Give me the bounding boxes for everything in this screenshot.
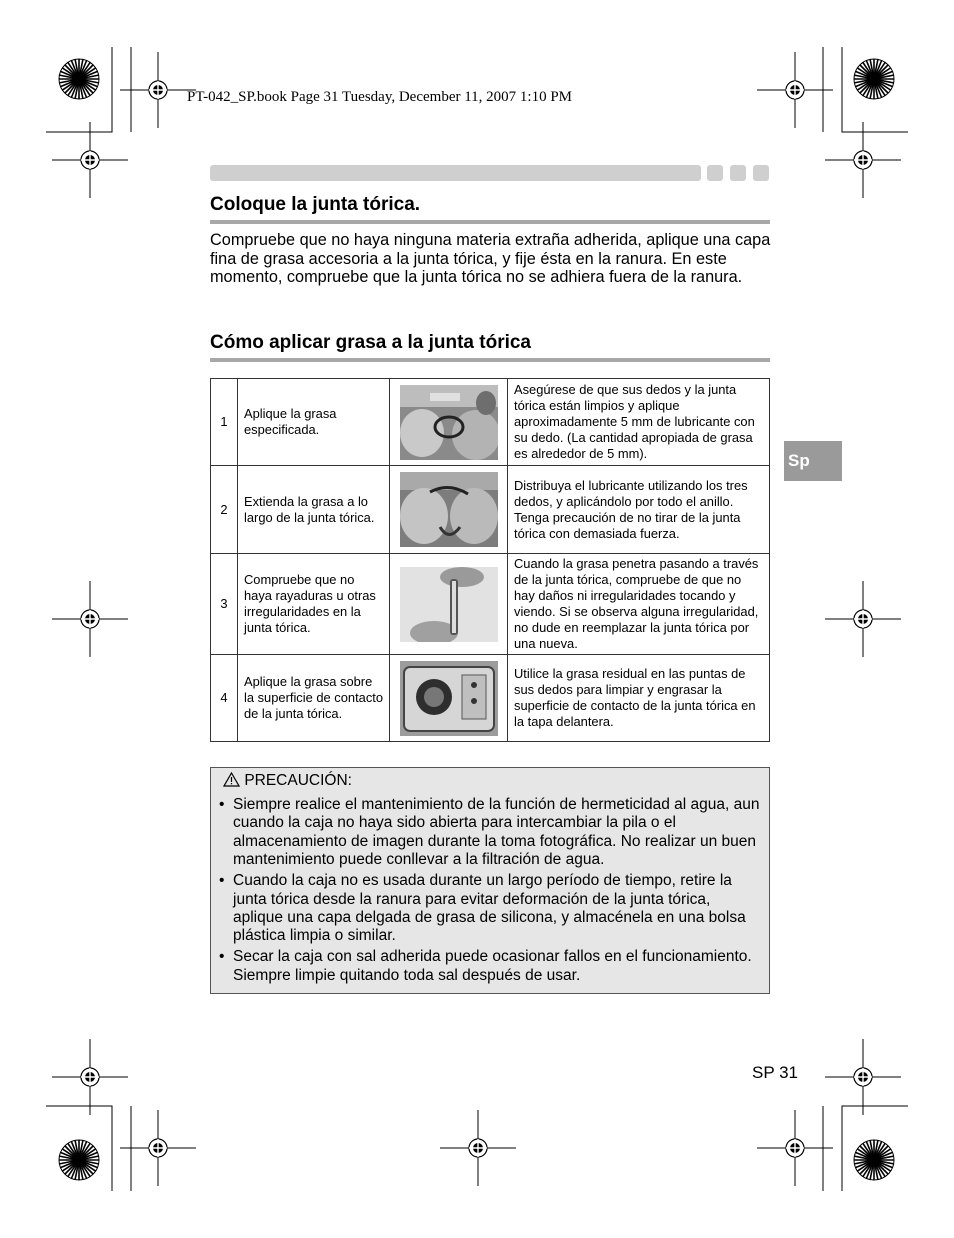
step-photo-cell [390, 554, 508, 655]
hands-holding-o-ring-photo [400, 385, 498, 460]
caution-item-text: Siempre realice el mantenimiento de la función de hermeticidad al agua, aun cuando la caja no haya sido abierta para intercambiar la pila o el almacenamiento de imagen durante la toma fotográfica. No realizar un buen mantenimiento puede conllevar a la filtración de agua. [233, 796, 760, 869]
step-label: Compruebe que no haya rayaduras u otras irregularidades en la junta tórica. [238, 554, 390, 655]
caution-item-text: Cuando la caja no es usada durante un largo período de tiempo, retire la junta tórica desde la ranura para evitar deformación de la junta tórica, aplique una capa delgada de grasa de silicona, y almacénela en una bolsa plástica limpia o similar. [233, 872, 746, 945]
caution-item-text: Secar la caja con sal adherida puede ocasionar fallos en el funcionamiento. Siempre limpie quitando toda sal después de usar. [233, 948, 752, 984]
language-side-tab: Sp [784, 441, 842, 481]
step-description: Cuando la grasa penetra pasando a través de la junta tórica, compruebe de que no hay daños ni irregularidades tocando y viendo. Si se observa alguna irregularidad, no dude en reemplazar la junta tórica por una nueva. [508, 554, 770, 655]
step-label: Extienda la grasa a lo largo de la junta tórica. [238, 466, 390, 554]
caution-box [210, 767, 770, 994]
underwater-case-front-cover-photo [400, 661, 498, 736]
table-row [211, 466, 770, 554]
step-number: 4 [211, 655, 238, 742]
section-title-coloque: Coloque la junta tórica. [210, 194, 421, 215]
top-decorative-bar [210, 165, 701, 181]
step-description: Distribuya el lubricante utilizando los tres dedos, y aplicándolo por todo el anillo. Tenga precaución de no tirar de la junta tórica con demasiada fuerza. [508, 466, 770, 554]
decorative-square [753, 165, 769, 181]
page-number: SP 31 [752, 1063, 799, 1082]
step-photo-cell [390, 466, 508, 554]
warning-triangle-icon [223, 772, 240, 787]
step-label: Aplique la grasa sobre la superficie de contacto de la junta tórica. [238, 655, 390, 742]
table-row [211, 379, 770, 466]
book-info-header: PT-042_SP.book Page 31 Tuesday, December 11, 2007 1:10 PM [187, 89, 573, 105]
caution-title: PRECAUCIÓN: [244, 772, 352, 789]
step-description: Asegúrese de que sus dedos y la junta tórica están limpios y aplique aproximadamente 5 mm de lubricante con su dedo. (La cantidad apropiada de grasa es alrededor de 5 mm). [508, 379, 770, 466]
decorative-square [730, 165, 746, 181]
step-photo-cell [390, 379, 508, 466]
section-body: Compruebe que no haya ninguna materia extraña adherida, aplique una capa fina de grasa accesoria a la junta tórica, y fije ésta en la ranura. En este momento, compruebe que la junta tórica no se adhiera fuera de la ranura. [210, 231, 771, 287]
grease-steps-table [210, 378, 770, 742]
step-number: 3 [211, 554, 238, 655]
table-row [211, 554, 770, 655]
caution-heading [223, 772, 352, 790]
step-label: Aplique la grasa especificada. [238, 379, 390, 466]
caution-list [219, 796, 764, 988]
list-item: • Siempre realice el mantenimiento de la función de hermeticidad al agua, aun cuando la caja no haya sido abierta para intercambiar la pila o el almacenamiento de imagen durante la toma fotográfica. No realizar un buen mantenimiento puede conllevar a la filtración de agua. [219, 796, 760, 869]
fingers-checking-o-ring-photo [400, 567, 498, 642]
section-rule [210, 220, 770, 224]
list-item: • Secar la caja con sal adherida puede ocasionar fallos en el funcionamiento. Siempre limpie quitando toda sal después de usar. [219, 948, 752, 984]
step-number: 2 [211, 466, 238, 554]
list-item: • Cuando la caja no es usada durante un largo período de tiempo, retire la junta tórica desde la ranura para evitar deformación de la junta tórica, aplique una capa delgada de grasa de silicona, y almacénela en una bolsa plástica limpia o similar. [219, 872, 746, 945]
step-photo-cell [390, 655, 508, 742]
section-rule [210, 358, 770, 362]
hands-spreading-grease-photo [400, 472, 498, 547]
step-description: Utilice la grasa residual en las puntas de sus dedos para limpiar y engrasar la superficie de contacto de la junta tórica en la tapa delantera. [508, 655, 770, 742]
table-row [211, 655, 770, 742]
decorative-square [707, 165, 723, 181]
step-number: 1 [211, 379, 238, 466]
section-title-grasa: Cómo aplicar grasa a la junta tórica [210, 332, 531, 353]
